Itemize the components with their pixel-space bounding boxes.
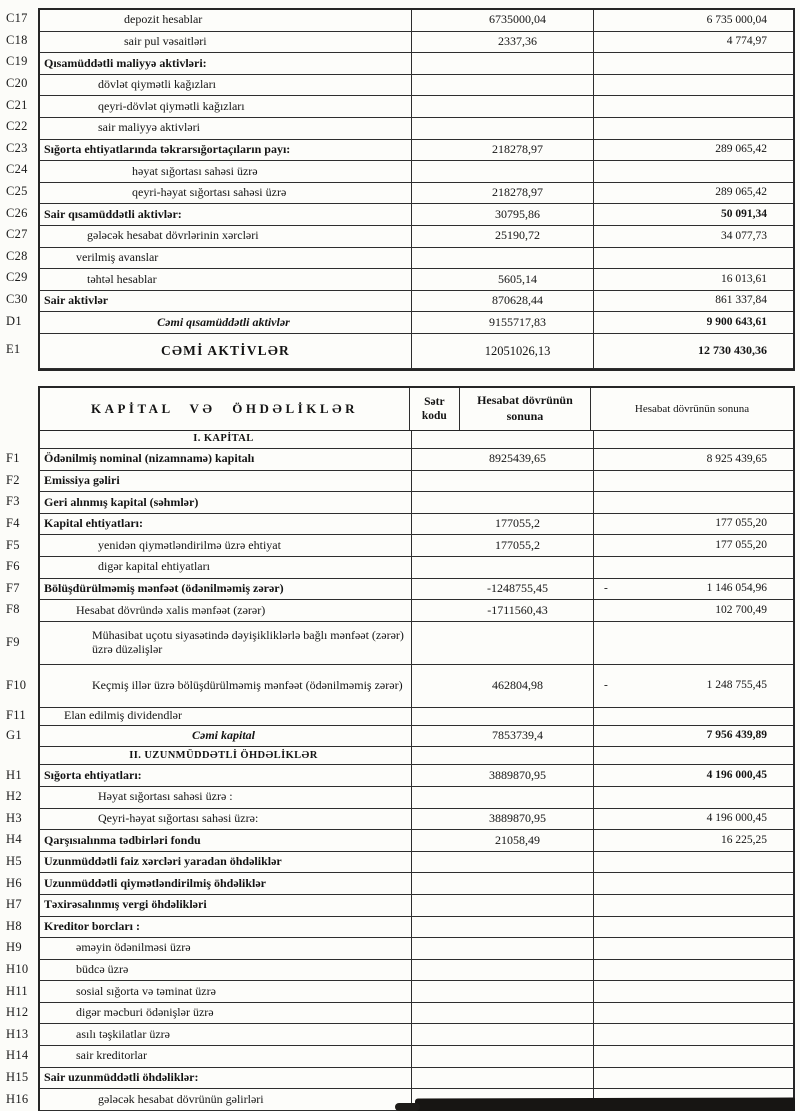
row-label: Cəmi kapital — [40, 726, 412, 747]
row-label: CƏMİ AKTİVLƏR — [40, 334, 412, 368]
row-code: H3 — [6, 810, 22, 825]
row-value-previous — [594, 431, 793, 448]
row-value-current — [412, 1046, 594, 1067]
row-code: H13 — [6, 1026, 29, 1041]
row-code: C30 — [6, 292, 28, 307]
row-label: depozit hesablar — [40, 10, 412, 31]
row-value-current: 7853739,4 — [412, 726, 594, 747]
row-value-current — [412, 118, 594, 139]
table-row — [40, 1068, 793, 1090]
row-code: H6 — [6, 875, 22, 890]
row-label: Sığorta ehtiyatlarında təkrarsığortaçıların payı: — [40, 140, 412, 161]
row-value-previous-number: 8 925 439,65 — [706, 452, 767, 465]
table-row — [40, 75, 793, 97]
row-code: F3 — [6, 494, 20, 509]
row-value-previous-number: 1 146 054,96 — [706, 582, 767, 595]
row-value-previous-number: 1 248 755,45 — [706, 679, 767, 692]
row-code: C26 — [6, 205, 28, 220]
row-value-current — [412, 1003, 594, 1024]
row-value-previous — [594, 312, 793, 333]
row-value-previous — [594, 96, 793, 117]
column-header-period-end-2: Hesabat dövrünün sonuna — [634, 403, 750, 415]
table-row — [40, 726, 793, 748]
row-value-previous-number: 4 774,97 — [726, 35, 767, 48]
table-row — [40, 161, 793, 183]
row-value-previous-number: 7 956 439,89 — [706, 729, 767, 742]
row-code: F5 — [6, 537, 20, 552]
table-row — [40, 1046, 793, 1068]
table-row — [40, 449, 793, 471]
row-value-previous — [594, 1024, 793, 1045]
row-value-current — [412, 787, 594, 808]
row-code: H7 — [6, 897, 22, 912]
row-value-current — [412, 96, 594, 117]
row-value-previous-number: 6 735 000,04 — [706, 13, 767, 26]
row-value-previous — [594, 981, 793, 1002]
row-label: təhtəl hesablar — [40, 269, 412, 290]
row-value-previous-number: 4 196 000,45 — [706, 769, 767, 782]
row-code: H9 — [6, 940, 22, 955]
row-code: C18 — [6, 32, 28, 47]
capital-table-title: KAPİTAL VƏ ÖHDƏLİKLƏR — [40, 388, 410, 430]
row-label: digər kapital ehtiyatları — [40, 557, 412, 578]
row-code: C28 — [6, 248, 28, 263]
row-value-previous — [594, 747, 793, 764]
table-row — [40, 312, 793, 334]
row-value-current: 3889870,95 — [412, 809, 594, 830]
row-value-current: 8925439,65 — [412, 449, 594, 470]
table-row — [40, 708, 793, 726]
table-row — [40, 895, 793, 917]
row-label: Kreditor borcları : — [40, 917, 412, 938]
row-code: F6 — [6, 559, 20, 574]
table-row — [40, 600, 793, 622]
row-value-previous — [594, 10, 793, 31]
row-label: Mühasibat uçotu siyasətində dəyişikliklərlə bağlı mənfəət (zərər) üzrə düzəlişlər — [40, 622, 412, 664]
capital-liabilities-table — [38, 386, 795, 1111]
row-code: C29 — [6, 270, 28, 285]
scan-artifact-small — [395, 1103, 420, 1111]
row-value-current: 218278,97 — [412, 183, 594, 204]
row-label: Sair qısamüddətli aktivlər: — [40, 204, 412, 225]
row-value-current — [412, 981, 594, 1002]
row-value-previous — [594, 118, 793, 139]
row-label: Sair aktivlər — [40, 291, 412, 312]
row-label: Bölüşdürülməmiş mənfəət (ödənilməmiş zərər) — [40, 579, 412, 600]
row-code: H15 — [6, 1069, 29, 1084]
row-value-current: 12051026,13 — [412, 334, 594, 368]
table-row — [40, 579, 793, 601]
row-value-current — [412, 492, 594, 513]
row-value-previous — [594, 75, 793, 96]
row-value-previous — [594, 852, 793, 873]
row-code — [6, 430, 38, 448]
row-value-previous — [594, 600, 793, 621]
table-row — [40, 938, 793, 960]
column-header-row-code: Sətr kodu — [410, 388, 460, 430]
row-label: Hesabat dövründə xalis mənfəət (zərər) — [40, 600, 412, 621]
row-label: Keçmiş illər üzrə bölüşdürülməmiş mənfəət (ödənilməmiş zərər) — [40, 665, 412, 707]
table-row — [40, 873, 793, 895]
row-code: H16 — [6, 1091, 29, 1106]
row-value-previous — [594, 269, 793, 290]
row-label: Uzunmüddətli qiymətləndirilmiş öhdəliklər — [40, 873, 412, 894]
row-value-current: 3889870,95 — [412, 765, 594, 786]
row-code — [6, 746, 38, 764]
table-row — [40, 535, 793, 557]
row-code: F9 — [6, 634, 20, 649]
row-label: büdcə üzrə — [40, 960, 412, 981]
row-label: Cəmi qısamüddətli aktivlər — [40, 312, 412, 333]
row-value-current — [412, 1024, 594, 1045]
table-row — [40, 334, 793, 369]
table-row — [40, 665, 793, 708]
row-value-previous — [594, 183, 793, 204]
row-label: I. KAPİTAL — [40, 431, 412, 448]
row-code: E1 — [6, 341, 21, 356]
row-value-previous — [594, 334, 793, 368]
row-code: H14 — [6, 1048, 29, 1063]
table-row — [40, 765, 793, 787]
row-label: həyat sığortası sahəsi üzrə — [40, 161, 412, 182]
row-value-current: 870628,44 — [412, 291, 594, 312]
row-code: C27 — [6, 227, 28, 242]
row-value-previous-number: 34 077,73 — [721, 229, 767, 242]
row-label: Qeyri-həyat sığortası sahəsi üzrə: — [40, 809, 412, 830]
row-code: C23 — [6, 140, 28, 155]
assets-table — [38, 8, 795, 371]
row-value-previous — [594, 1003, 793, 1024]
row-label: Elan edilmiş dividendlər — [40, 708, 412, 725]
row-code: H8 — [6, 918, 22, 933]
row-value-current: -1711560,43 — [412, 600, 594, 621]
table-row — [40, 622, 793, 665]
row-label: Emissiya gəliri — [40, 471, 412, 492]
row-label: Qarşısıalınma tədbirləri fondu — [40, 830, 412, 851]
row-value-previous-number: 289 065,42 — [715, 186, 767, 199]
row-value-current — [412, 557, 594, 578]
row-code: G1 — [6, 728, 22, 743]
row-label: Uzunmüddətli faiz xərcləri yaradan öhdəliklər — [40, 852, 412, 873]
table-row — [40, 96, 793, 118]
row-code: F11 — [6, 708, 26, 723]
row-label: digər məcburi ödənişlər üzrə — [40, 1003, 412, 1024]
table-row — [40, 852, 793, 874]
row-code: H11 — [6, 983, 28, 998]
row-value-previous-number: 50 091,34 — [721, 208, 767, 221]
row-code: H5 — [6, 854, 22, 869]
row-value-previous — [594, 938, 793, 959]
row-value-current — [412, 622, 594, 664]
row-value-previous — [594, 830, 793, 851]
row-value-previous-number: 12 730 430,36 — [698, 343, 767, 357]
table-row — [40, 32, 793, 54]
row-value-previous — [594, 291, 793, 312]
row-label: qeyri-dövlət qiymətli kağızları — [40, 96, 412, 117]
row-value-previous — [594, 579, 793, 600]
row-value-previous — [594, 471, 793, 492]
table-row — [40, 53, 793, 75]
row-value-previous — [594, 535, 793, 556]
row-code: C25 — [6, 184, 28, 199]
row-value-previous — [594, 32, 793, 53]
row-code: H4 — [6, 832, 22, 847]
row-value-current — [412, 917, 594, 938]
row-value-current: 30795,86 — [412, 204, 594, 225]
row-code: H10 — [6, 961, 29, 976]
row-label: sair pul vəsaitləri — [40, 32, 412, 53]
table-row — [40, 118, 793, 140]
minus-sign: - — [604, 679, 608, 692]
scan-artifact — [415, 1098, 795, 1111]
row-value-current: 5605,14 — [412, 269, 594, 290]
row-value-previous — [594, 917, 793, 938]
table-row — [40, 514, 793, 536]
row-value-previous — [594, 1046, 793, 1067]
table-row — [40, 830, 793, 852]
row-value-current: 177055,2 — [412, 535, 594, 556]
row-value-current — [412, 747, 594, 764]
table-row — [40, 291, 793, 313]
row-value-current — [412, 1068, 594, 1089]
table-row — [40, 471, 793, 493]
table-row — [40, 747, 793, 765]
table-row — [40, 431, 793, 449]
table-row — [40, 809, 793, 831]
row-value-current: 25190,72 — [412, 226, 594, 247]
row-label: dövlət qiymətli kağızları — [40, 75, 412, 96]
row-value-previous — [594, 1068, 793, 1089]
row-code: C22 — [6, 119, 28, 134]
table-row — [40, 960, 793, 982]
table-row — [40, 226, 793, 248]
row-value-previous — [594, 449, 793, 470]
row-code: C20 — [6, 76, 28, 91]
table-row — [40, 917, 793, 939]
row-code: H1 — [6, 767, 22, 782]
row-value-current — [412, 873, 594, 894]
row-value-previous-number: 289 065,42 — [715, 143, 767, 156]
row-label: gələcək hesabat dövrlərinin xərcləri — [40, 226, 412, 247]
row-code: C19 — [6, 54, 28, 69]
row-value-current — [412, 852, 594, 873]
row-value-current — [412, 938, 594, 959]
row-value-current — [412, 53, 594, 74]
row-label: Kapital ehtiyatları: — [40, 514, 412, 535]
row-value-current: 218278,97 — [412, 140, 594, 161]
minus-sign: - — [604, 582, 608, 595]
row-code: C17 — [6, 11, 28, 26]
row-value-previous — [594, 514, 793, 535]
row-label: Ödənilmiş nominal (nizamnamə) kapitalı — [40, 449, 412, 470]
capital-table-header — [40, 388, 793, 431]
row-value-current: 6735000,04 — [412, 10, 594, 31]
row-label: Sığorta ehtiyatları: — [40, 765, 412, 786]
row-label: asılı təşkilatlar üzrə — [40, 1024, 412, 1045]
row-value-previous — [594, 248, 793, 269]
row-label: Geri alınmış kapital (səhmlər) — [40, 492, 412, 513]
row-value-previous-number: 4 196 000,45 — [706, 812, 767, 825]
row-code: H2 — [6, 789, 22, 804]
row-value-current: 9155717,83 — [412, 312, 594, 333]
row-label: Təxirəsalınmış vergi öhdəlikləri — [40, 895, 412, 916]
row-code: C21 — [6, 97, 28, 112]
header-gutter-spacer — [6, 386, 38, 430]
row-value-previous — [594, 708, 793, 725]
row-value-current: 2337,36 — [412, 32, 594, 53]
row-value-current: -1248755,45 — [412, 579, 594, 600]
row-value-previous — [594, 140, 793, 161]
row-label: verilmiş avanslar — [40, 248, 412, 269]
table-row — [40, 981, 793, 1003]
row-value-previous — [594, 226, 793, 247]
row-value-previous — [594, 765, 793, 786]
row-label: Həyat sığortası sahəsi üzrə : — [40, 787, 412, 808]
row-value-current — [412, 161, 594, 182]
row-value-previous-number: 9 900 643,61 — [706, 316, 767, 328]
row-value-previous — [594, 809, 793, 830]
row-label: Qısamüddətli maliyyə aktivləri: — [40, 53, 412, 74]
row-value-current — [412, 248, 594, 269]
row-value-previous — [594, 726, 793, 747]
row-value-current — [412, 431, 594, 448]
row-label: Sair uzunmüddətli öhdəliklər: — [40, 1068, 412, 1089]
row-value-previous — [594, 873, 793, 894]
row-value-previous — [594, 492, 793, 513]
row-label: sosial sığorta və təminat üzrə — [40, 981, 412, 1002]
row-label: sair maliyyə aktivləri — [40, 118, 412, 139]
row-label: gələcək hesabat dövrünün gəlirləri — [40, 1089, 412, 1110]
row-value-previous-number: 177 055,20 — [715, 517, 767, 530]
row-value-previous — [594, 204, 793, 225]
row-value-previous — [594, 895, 793, 916]
table-row — [40, 1003, 793, 1025]
row-value-current — [412, 895, 594, 916]
row-value-previous-number: 861 337,84 — [715, 294, 767, 307]
row-value-previous — [594, 161, 793, 182]
row-label: II. UZUNMÜDDƏTLİ ÖHDƏLİKLƏR — [40, 747, 412, 764]
row-value-current — [412, 75, 594, 96]
row-code: F7 — [6, 580, 20, 595]
row-code: F2 — [6, 472, 20, 487]
row-label: sair kreditorlar — [40, 1046, 412, 1067]
row-value-previous — [594, 622, 793, 664]
table-row — [40, 269, 793, 291]
row-code: H12 — [6, 1005, 29, 1020]
table-row — [40, 557, 793, 579]
row-value-previous — [594, 960, 793, 981]
row-code: F1 — [6, 451, 20, 466]
row-value-previous-number: 16 013,61 — [721, 272, 767, 285]
row-value-previous-number: 102 700,49 — [715, 603, 767, 616]
assets-code-gutter — [6, 8, 38, 367]
row-value-current — [412, 471, 594, 492]
row-value-previous-number: 177 055,20 — [715, 539, 767, 552]
table-row — [40, 10, 793, 32]
row-value-previous — [594, 787, 793, 808]
row-value-current: 21058,49 — [412, 830, 594, 851]
row-code: F10 — [6, 677, 27, 692]
table-row — [40, 204, 793, 226]
row-value-current — [412, 960, 594, 981]
capital-code-gutter — [6, 386, 38, 1110]
row-value-previous — [594, 665, 793, 707]
row-code: F8 — [6, 602, 20, 617]
row-value-previous — [594, 53, 793, 74]
row-label: yenidən qiymətləndirilmə üzrə ehtiyat — [40, 535, 412, 556]
row-code: D1 — [6, 313, 22, 328]
table-row — [40, 183, 793, 205]
row-code: F4 — [6, 516, 20, 531]
row-value-current: 177055,2 — [412, 514, 594, 535]
table-row — [40, 248, 793, 270]
column-header-period-end-1: Hesabat dövrünün sonuna — [460, 388, 591, 430]
row-value-previous-number: 16 225,25 — [721, 833, 767, 846]
table-row — [40, 140, 793, 162]
row-code: C24 — [6, 162, 28, 177]
row-label: əməyin ödənilməsi üzrə — [40, 938, 412, 959]
row-label: qeyri-həyat sığortası sahəsi üzrə — [40, 183, 412, 204]
table-row — [40, 1024, 793, 1046]
row-value-current — [412, 708, 594, 725]
row-value-current: 462804,98 — [412, 665, 594, 707]
table-row — [40, 492, 793, 514]
row-value-previous — [594, 557, 793, 578]
table-row — [40, 787, 793, 809]
